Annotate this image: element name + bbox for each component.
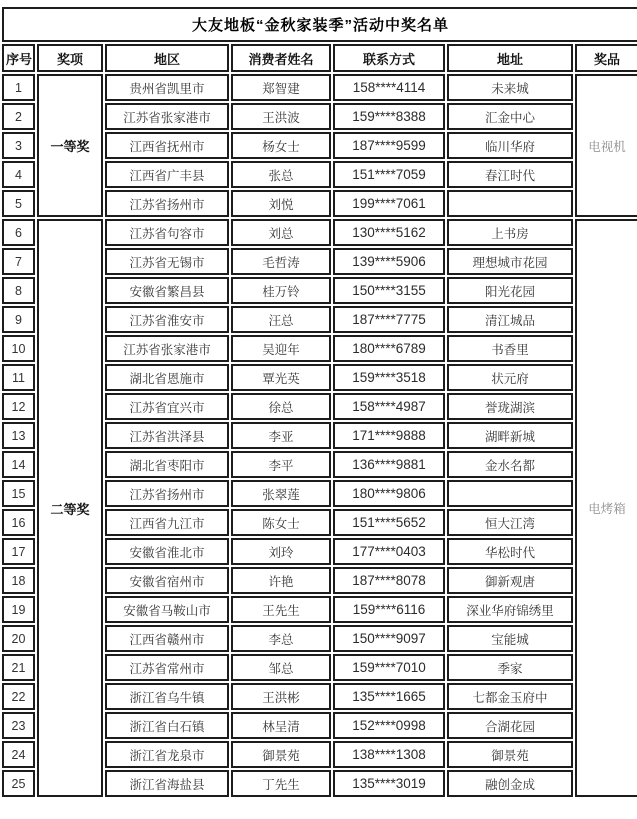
column-header-5: 地址 (447, 44, 573, 72)
column-header-2: 地区 (105, 44, 229, 72)
address-cell: 季家 (447, 654, 573, 681)
region-cell: 江苏省张家港市 (105, 335, 229, 362)
consumer-name-cell: 郑智建 (231, 74, 331, 101)
row-number-cell: 19 (2, 596, 35, 623)
row-number-cell: 5 (2, 190, 35, 217)
column-header-0: 序号 (2, 44, 35, 72)
region-cell: 安徽省宿州市 (105, 567, 229, 594)
region-cell: 安徽省繁昌县 (105, 277, 229, 304)
row-number-cell: 10 (2, 335, 35, 362)
phone-cell: 187****8078 (333, 567, 445, 594)
region-cell: 江苏省宜兴市 (105, 393, 229, 420)
region-cell: 江苏省句容市 (105, 219, 229, 246)
row-number-cell: 18 (2, 567, 35, 594)
address-cell: 华松时代 (447, 538, 573, 565)
row-number-cell: 11 (2, 364, 35, 391)
consumer-name-cell: 刘悦 (231, 190, 331, 217)
consumer-name-cell: 刘总 (231, 219, 331, 246)
region-cell: 安徽省马鞍山市 (105, 596, 229, 623)
phone-cell: 180****9806 (333, 480, 445, 507)
region-cell: 浙江省乌牛镇 (105, 683, 229, 710)
phone-cell: 130****5162 (333, 219, 445, 246)
phone-cell: 152****0998 (333, 712, 445, 739)
address-cell: 春江时代 (447, 161, 573, 188)
phone-cell: 159****6116 (333, 596, 445, 623)
row-number-cell: 13 (2, 422, 35, 449)
region-cell: 江西省赣州市 (105, 625, 229, 652)
phone-cell: 177****0403 (333, 538, 445, 565)
address-cell: 未来城 (447, 74, 573, 101)
row-number-cell: 8 (2, 277, 35, 304)
column-header-1: 奖项 (37, 44, 103, 72)
address-cell: 金水名都 (447, 451, 573, 478)
consumer-name-cell: 刘玲 (231, 538, 331, 565)
phone-cell: 136****9881 (333, 451, 445, 478)
phone-cell: 151****5652 (333, 509, 445, 536)
column-header-4: 联系方式 (333, 44, 445, 72)
region-cell: 江苏省无锡市 (105, 248, 229, 275)
region-cell: 湖北省枣阳市 (105, 451, 229, 478)
region-cell: 江苏省洪泽县 (105, 422, 229, 449)
row-number-cell: 4 (2, 161, 35, 188)
region-cell: 江苏省扬州市 (105, 190, 229, 217)
phone-cell: 199****7061 (333, 190, 445, 217)
row-number-cell: 15 (2, 480, 35, 507)
consumer-name-cell: 王洪波 (231, 103, 331, 130)
region-cell: 浙江省龙泉市 (105, 741, 229, 768)
consumer-name-cell: 邹总 (231, 654, 331, 681)
consumer-name-cell: 林呈清 (231, 712, 331, 739)
consumer-name-cell: 李总 (231, 625, 331, 652)
row-number-cell: 16 (2, 509, 35, 536)
region-cell: 浙江省海盐县 (105, 770, 229, 797)
consumer-name-cell: 毛哲涛 (231, 248, 331, 275)
award-cell: 一等奖 (37, 74, 103, 217)
address-cell: 御景苑 (447, 741, 573, 768)
consumer-name-cell: 陈女士 (231, 509, 331, 536)
phone-cell: 187****7775 (333, 306, 445, 333)
phone-cell: 150****3155 (333, 277, 445, 304)
phone-cell: 135****3019 (333, 770, 445, 797)
consumer-name-cell: 李平 (231, 451, 331, 478)
column-header-3: 消费者姓名 (231, 44, 331, 72)
prize-cell: 电视机 (575, 74, 637, 217)
row-number-cell: 14 (2, 451, 35, 478)
prize-cell: 电烤箱 (575, 219, 637, 797)
consumer-name-cell: 王洪彬 (231, 683, 331, 710)
phone-cell: 158****4987 (333, 393, 445, 420)
row-number-cell: 17 (2, 538, 35, 565)
address-cell: 清江城品 (447, 306, 573, 333)
phone-cell: 187****9599 (333, 132, 445, 159)
row-number-cell: 12 (2, 393, 35, 420)
address-cell: 书香里 (447, 335, 573, 362)
region-cell: 江苏省常州市 (105, 654, 229, 681)
phone-cell: 151****7059 (333, 161, 445, 188)
address-cell: 七都金玉府中 (447, 683, 573, 710)
address-cell: 汇金中心 (447, 103, 573, 130)
consumer-name-cell: 桂万铃 (231, 277, 331, 304)
phone-cell: 135****1665 (333, 683, 445, 710)
address-cell: 恒大江湾 (447, 509, 573, 536)
winners-table (0, 5, 637, 799)
address-cell: 湖畔新城 (447, 422, 573, 449)
row-number-cell: 2 (2, 103, 35, 130)
region-cell: 湖北省恩施市 (105, 364, 229, 391)
row-number-cell: 25 (2, 770, 35, 797)
row-number-cell: 1 (2, 74, 35, 101)
table-row (2, 74, 637, 101)
phone-cell: 159****8388 (333, 103, 445, 130)
table-header-row (2, 44, 637, 72)
row-number-cell: 24 (2, 741, 35, 768)
region-cell: 安徽省淮北市 (105, 538, 229, 565)
region-cell: 江苏省张家港市 (105, 103, 229, 130)
phone-cell: 138****1308 (333, 741, 445, 768)
consumer-name-cell: 覃光英 (231, 364, 331, 391)
region-cell: 江苏省扬州市 (105, 480, 229, 507)
region-cell: 江苏省淮安市 (105, 306, 229, 333)
row-number-cell: 20 (2, 625, 35, 652)
address-cell: 御新观唐 (447, 567, 573, 594)
address-cell: 上书房 (447, 219, 573, 246)
address-cell: 合湖花园 (447, 712, 573, 739)
award-cell: 二等奖 (37, 219, 103, 797)
consumer-name-cell: 吴迎年 (231, 335, 331, 362)
row-number-cell: 21 (2, 654, 35, 681)
consumer-name-cell: 丁先生 (231, 770, 331, 797)
address-cell: 状元府 (447, 364, 573, 391)
address-cell: 宝能城 (447, 625, 573, 652)
consumer-name-cell: 李亚 (231, 422, 331, 449)
phone-cell: 158****4114 (333, 74, 445, 101)
table-row (2, 219, 637, 246)
row-number-cell: 23 (2, 712, 35, 739)
row-number-cell: 9 (2, 306, 35, 333)
consumer-name-cell: 杨女士 (231, 132, 331, 159)
consumer-name-cell: 王先生 (231, 596, 331, 623)
column-header-6: 奖品 (575, 44, 637, 72)
consumer-name-cell: 许艳 (231, 567, 331, 594)
region-cell: 江西省抚州市 (105, 132, 229, 159)
consumer-name-cell: 汪总 (231, 306, 331, 333)
title-row (2, 7, 637, 42)
row-number-cell: 7 (2, 248, 35, 275)
address-cell: 深业华府锦绣里 (447, 596, 573, 623)
address-cell: 理想城市花园 (447, 248, 573, 275)
region-cell: 浙江省白石镇 (105, 712, 229, 739)
address-cell: 临川华府 (447, 132, 573, 159)
address-cell: 阳光花园 (447, 277, 573, 304)
address-cell (447, 190, 573, 217)
phone-cell: 159****7010 (333, 654, 445, 681)
page-title: 大友地板“金秋家装季”活动中奖名单 (2, 7, 637, 42)
consumer-name-cell: 张翠莲 (231, 480, 331, 507)
address-cell: 融创金成 (447, 770, 573, 797)
address-cell: 誉珑湖滨 (447, 393, 573, 420)
row-number-cell: 22 (2, 683, 35, 710)
phone-cell: 139****5906 (333, 248, 445, 275)
consumer-name-cell: 徐总 (231, 393, 331, 420)
row-number-cell: 6 (2, 219, 35, 246)
consumer-name-cell: 御景苑 (231, 741, 331, 768)
phone-cell: 180****6789 (333, 335, 445, 362)
region-cell: 江西省九江市 (105, 509, 229, 536)
phone-cell: 159****3518 (333, 364, 445, 391)
region-cell: 贵州省凯里市 (105, 74, 229, 101)
phone-cell: 150****9097 (333, 625, 445, 652)
address-cell (447, 480, 573, 507)
consumer-name-cell: 张总 (231, 161, 331, 188)
row-number-cell: 3 (2, 132, 35, 159)
region-cell: 江西省广丰县 (105, 161, 229, 188)
phone-cell: 171****9888 (333, 422, 445, 449)
